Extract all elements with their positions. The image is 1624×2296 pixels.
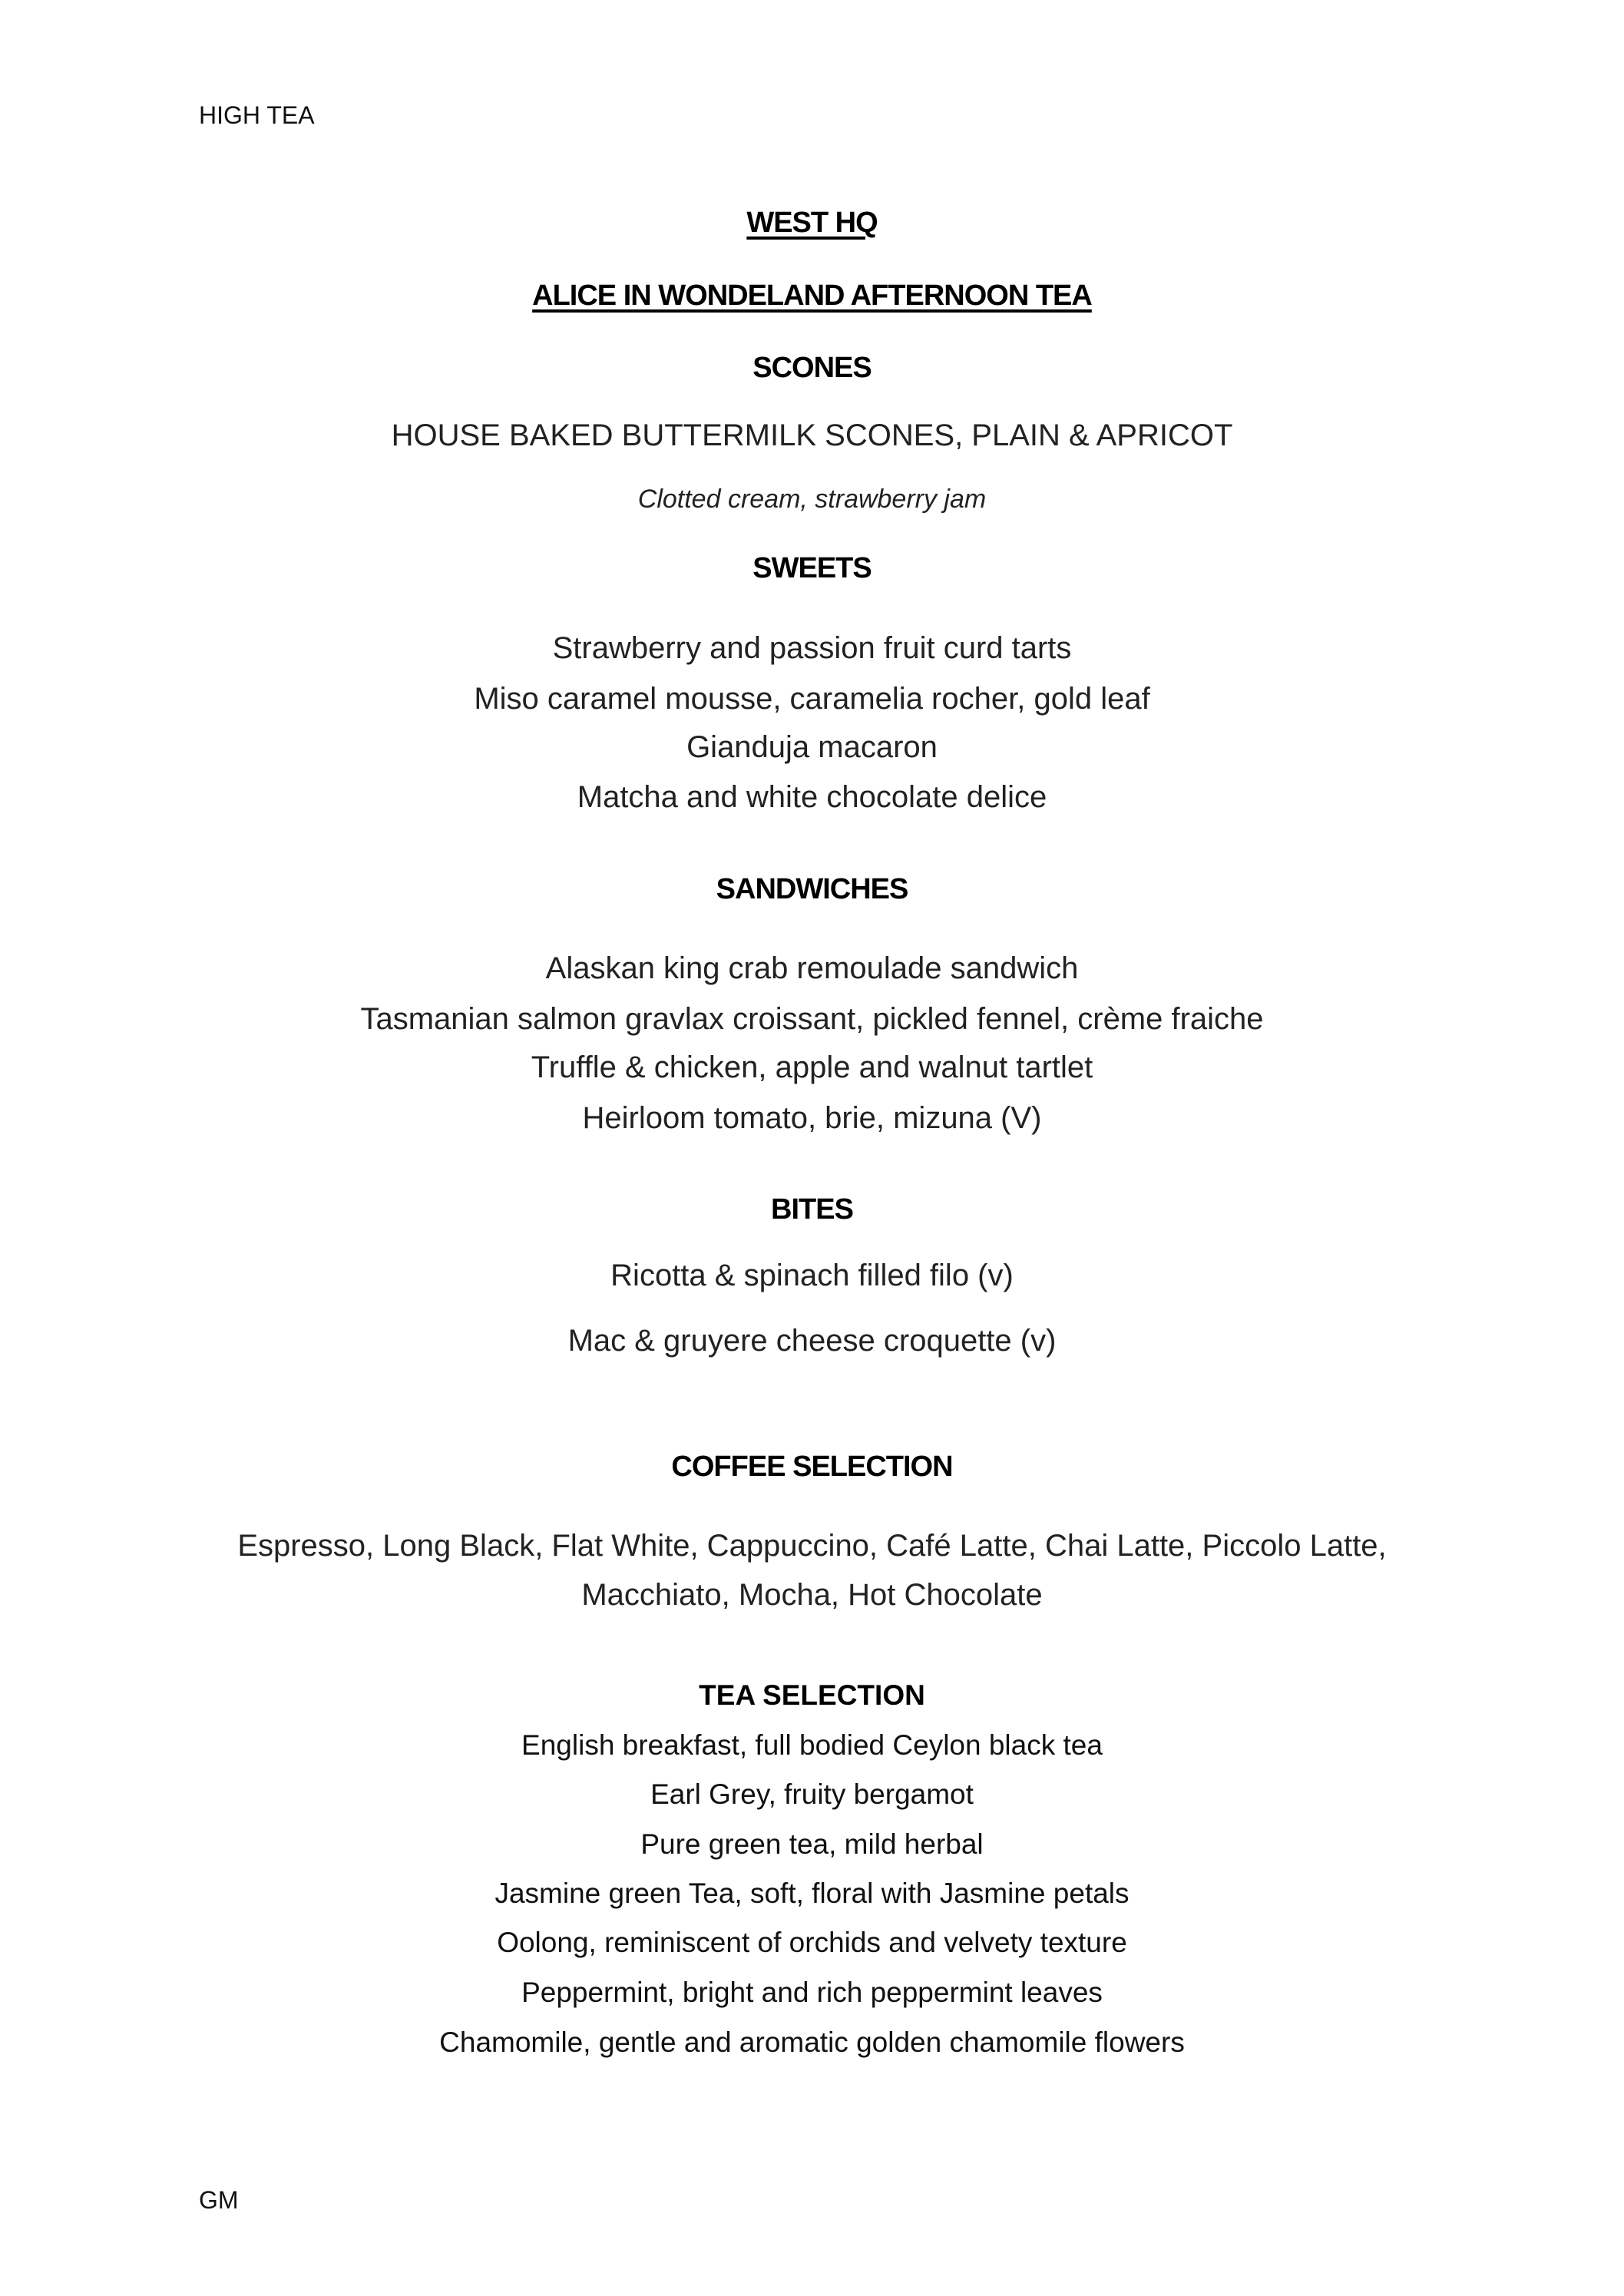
tea-item: Jasmine green Tea, soft, floral with Jasmine petals (494, 1877, 1130, 1909)
sweets-item: Miso caramel mousse, caramelia rocher, gold leaf (474, 682, 1150, 716)
sweets-heading: SWEETS (752, 552, 872, 584)
page-header: HIGH TEA (199, 101, 315, 129)
tea-item: Earl Grey, fruity bergamot (650, 1778, 974, 1810)
scones-item: HOUSE BAKED BUTTERMILK SCONES, PLAIN & APRICOT (391, 419, 1233, 452)
sandwiches-item: Alaskan king crab remoulade sandwich (545, 951, 1079, 985)
sandwiches-item: Heirloom tomato, brie, mizuna (V) (582, 1101, 1042, 1135)
sweets-item: Matcha and white chocolate delice (577, 780, 1047, 814)
tea-item: Peppermint, bright and rich peppermint leaves (521, 1977, 1103, 2008)
page-footer: GM (199, 2186, 239, 2214)
bites-item: Ricotta & spinach filled filo (v) (610, 1259, 1014, 1292)
sandwiches-heading: SANDWICHES (716, 873, 908, 905)
sandwiches-item: Tasmanian salmon gravlax croissant, pickled fennel, crème fraiche (360, 1002, 1264, 1036)
bites-heading: BITES (771, 1193, 853, 1226)
sweets-item: Gianduja macaron (686, 730, 938, 764)
tea-item: Oolong, reminiscent of orchids and velvety texture (497, 1927, 1127, 1958)
tea-heading: TEA SELECTION (699, 1679, 925, 1711)
scones-heading: SCONES (752, 352, 872, 384)
menu-title-heading (0, 273, 1624, 319)
tea-item: Pure green tea, mild herbal (640, 1828, 984, 1860)
tea-item: Chamomile, gentle and aromatic golden chamomile flowers (439, 2026, 1185, 2058)
scones-note: Clotted cream, strawberry jam (637, 485, 987, 514)
menu-title: ALICE IN WONDELAND AFTERNOON TEA (532, 280, 1092, 312)
coffee-heading: COFFEE SELECTION (671, 1451, 953, 1483)
bites-item: Mac & gruyere cheese croquette (v) (567, 1324, 1057, 1358)
coffee-line: Espresso, Long Black, Flat White, Cappuccino, Café Latte, Chai Latte, Piccolo Latte, (237, 1529, 1387, 1563)
venue-heading (0, 200, 1624, 246)
sandwiches-item: Truffle & chicken, apple and walnut tartlet (531, 1050, 1093, 1084)
tea-item: English breakfast, full bodied Ceylon black tea (521, 1729, 1103, 1761)
sweets-item: Strawberry and passion fruit curd tarts (552, 631, 1072, 665)
venue-title: WEST HQ (746, 207, 878, 239)
coffee-line: Macchiato, Mocha, Hot Chocolate (581, 1578, 1043, 1612)
